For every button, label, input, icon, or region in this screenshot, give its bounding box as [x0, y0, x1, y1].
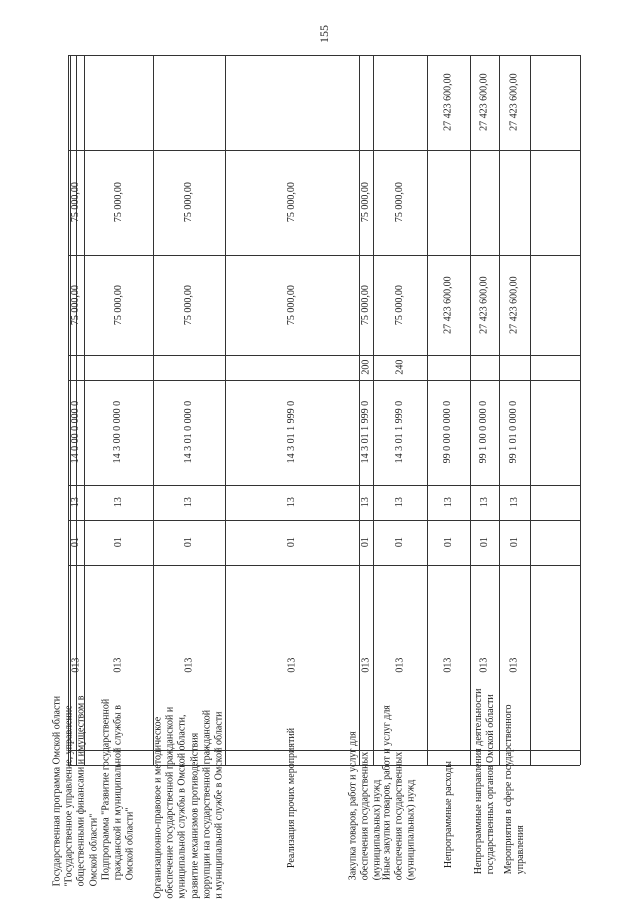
row-value-cell [359, 255, 373, 355]
row-value-cell [68, 485, 84, 520]
row-value-c5: 13 [508, 497, 520, 508]
row-value-c4: 01 [508, 537, 520, 548]
row-name-cell [373, 705, 427, 881]
row-value-cell [153, 355, 225, 380]
row-name: Подпрограмма "Развитие государственной гражданской и муниципальной службы в Омской области" [100, 698, 136, 881]
row-value-c5: 13 [182, 497, 194, 508]
row-value-c4: 01 [478, 537, 490, 548]
row-value-c8: 75 000,00 [359, 284, 371, 325]
row-value-cell [153, 150, 225, 255]
row-value-cell [427, 55, 470, 150]
row-value-cell [68, 380, 84, 485]
row-value-c9: 75 000,00 [112, 182, 124, 223]
row-value-c6: 99 1 00 0 000 0 [478, 401, 490, 464]
row-value-c4: 01 [69, 537, 81, 548]
row-value-cell [225, 255, 359, 355]
row-value-cell [373, 485, 427, 520]
row-name: Реализация прочих мероприятий [285, 727, 297, 869]
row-value-c3: 013 [442, 657, 454, 673]
row-value-cell [84, 255, 153, 355]
row-value-c9: 75 000,00 [285, 182, 297, 223]
row-name-cell [427, 760, 470, 869]
row-name: Закупка товаров, работ и услуг для обеспечения государственных (муниципальных) нужд [347, 731, 384, 881]
header-number-cell [530, 750, 580, 765]
row-value-c8: 27 423 600,00 [442, 276, 454, 334]
row-value-c6: 14 3 01 1 999 0 [393, 401, 405, 464]
row-value-cell [225, 355, 359, 380]
row-value-c6: 14 3 01 1 999 0 [285, 401, 297, 464]
row-value-c6: 14 3 01 1 999 0 [359, 401, 371, 464]
header-number-cell [530, 520, 580, 565]
row-value-cell [225, 380, 359, 485]
row-value-c7: 200 [359, 359, 371, 375]
row-value-c5: 13 [112, 497, 124, 508]
row-value-cell [470, 55, 499, 150]
row-value-cell [427, 520, 470, 565]
row-value-c8: 27 423 600,00 [508, 276, 520, 334]
row-value-cell [153, 485, 225, 520]
row-name: Государственная программа Омской области "Государственное управление, управление общественными финансами и имуществом в Омской области" [51, 695, 100, 887]
row-value-c9: 75 000,00 [69, 182, 81, 223]
row-value-c4: 01 [112, 537, 124, 548]
header-number-cell [530, 150, 580, 255]
row-value-cell [427, 355, 470, 380]
row-value-cell [470, 355, 499, 380]
row-value-cell [470, 520, 499, 565]
row-value-c6: 14 3 01 0 000 0 [182, 401, 194, 464]
row-value-cell [373, 55, 427, 150]
row-value-cell [225, 485, 359, 520]
row-value-c6: 14 3 00 0 000 0 [112, 401, 124, 464]
row-value-c5: 13 [442, 497, 454, 508]
header-number-cell [530, 565, 580, 750]
row-value-cell [153, 520, 225, 565]
row-value-cell [68, 520, 84, 565]
row-value-cell [499, 55, 530, 150]
row-value-c10: 27 423 600,00 [478, 73, 490, 132]
row-value-cell [68, 150, 84, 255]
row-value-c8: 75 000,00 [69, 284, 81, 325]
row-value-cell [153, 255, 225, 355]
row-value-cell [84, 150, 153, 255]
row-value-c8: 75 000,00 [285, 284, 297, 325]
row-value-c5: 13 [285, 497, 297, 508]
row-value-cell [499, 485, 530, 520]
row-value-cell [68, 55, 84, 150]
row-value-cell [499, 380, 530, 485]
row-value-c8: 75 000,00 [182, 284, 194, 325]
header-number-cell [530, 355, 580, 380]
row-value-cell [373, 520, 427, 565]
row-value-cell [68, 255, 84, 355]
header-number-cell [530, 55, 580, 150]
row-value-cell [359, 485, 373, 520]
header-number-cell [530, 485, 580, 520]
row-value-c4: 01 [393, 537, 405, 548]
row-value-cell [68, 355, 84, 380]
row-value-cell [84, 380, 153, 485]
row-value-cell [359, 150, 373, 255]
row-value-cell [470, 485, 499, 520]
row-value-cell [499, 150, 530, 255]
row-value-cell [84, 520, 153, 565]
page-number: 155 [316, 25, 331, 43]
row-value-c8: 75 000,00 [112, 284, 124, 325]
row-value-c10: 27 423 600,00 [442, 73, 454, 132]
row-name-cell [84, 698, 153, 881]
row-value-cell [470, 380, 499, 485]
row-name: Иные закупки товаров, работ и услуг для обеспечения государственных (муниципальных) нужд [381, 705, 418, 881]
row-name-cell [499, 704, 530, 875]
row-value-c6: 14 0 00 0 000 0 [69, 401, 81, 464]
row-value-c4: 01 [285, 537, 297, 548]
budget-table [51, 55, 580, 899]
row-value-cell [427, 255, 470, 355]
row-value-c3: 013 [182, 657, 194, 673]
row-name-cell [225, 727, 359, 869]
header-number-cell [530, 380, 580, 485]
row-value-c3: 013 [508, 657, 520, 673]
row-value-c3: 013 [393, 657, 405, 673]
row-value-cell [470, 255, 499, 355]
row-value-c9: 75 000,00 [359, 182, 371, 223]
row-value-c6: 99 1 01 0 000 0 [508, 401, 520, 464]
row-value-c5: 13 [478, 497, 490, 508]
row-name: Непрограммные направления деятельности государственных органов Омской области [472, 688, 496, 875]
row-value-cell [427, 380, 470, 485]
row-value-cell [225, 520, 359, 565]
header-number-cell [530, 255, 580, 355]
row-value-cell [373, 355, 427, 380]
row-value-c3: 013 [478, 657, 490, 673]
row-value-c4: 01 [182, 537, 194, 548]
row-value-c9: 75 000,00 [182, 182, 194, 223]
row-name-cell [152, 706, 225, 899]
row-value-c5: 13 [359, 497, 371, 508]
row-name: Мероприятия в сфере государственного управления [502, 704, 526, 875]
row-value-cell [373, 255, 427, 355]
row-value-cell [470, 150, 499, 255]
row-value-cell [84, 485, 153, 520]
row-name: Непрограммные расходы [442, 760, 454, 869]
row-value-cell [499, 520, 530, 565]
row-name-cell [470, 688, 499, 875]
row-value-c5: 13 [393, 497, 405, 508]
row-name: Организационно-правовое и методическое обеспечение государственной гражданской и муниципальной службы в Омской области, развитие механизмов противодействия коррупции на государственной гражданской и муниципальной службе в Омской области [152, 706, 225, 899]
row-value-cell [499, 255, 530, 355]
row-value-c3: 013 [285, 657, 297, 673]
row-value-cell [427, 485, 470, 520]
row-value-cell [153, 380, 225, 485]
row-value-cell [373, 380, 427, 485]
row-value-cell [359, 355, 373, 380]
row-value-c7: 240 [393, 359, 405, 375]
row-value-cell [359, 520, 373, 565]
row-name-cell [347, 731, 384, 881]
row-value-cell [225, 150, 359, 255]
row-value-cell [153, 55, 225, 150]
row-value-cell [84, 355, 153, 380]
row-value-cell [499, 355, 530, 380]
row-value-cell [427, 150, 470, 255]
table-rule [580, 55, 581, 765]
row-value-cell [359, 55, 373, 150]
row-value-c3: 013 [359, 657, 371, 673]
row-value-c3: 013 [112, 657, 124, 673]
row-value-c8: 75 000,00 [393, 284, 405, 325]
row-value-cell [225, 55, 359, 150]
row-value-c3: 013 [69, 657, 81, 673]
row-value-c5: 13 [69, 497, 81, 508]
row-value-cell [359, 380, 373, 485]
row-name-cell [51, 695, 100, 887]
row-value-c6: 99 0 00 0 000 0 [442, 401, 454, 464]
row-value-c8: 27 423 600,00 [478, 276, 490, 334]
row-value-c4: 01 [359, 537, 371, 548]
row-value-c10: 27 423 600,00 [508, 73, 520, 132]
row-value-c4: 01 [442, 537, 454, 548]
row-value-cell [373, 150, 427, 255]
row-value-c9: 75 000,00 [393, 182, 405, 223]
row-value-cell [84, 55, 153, 150]
